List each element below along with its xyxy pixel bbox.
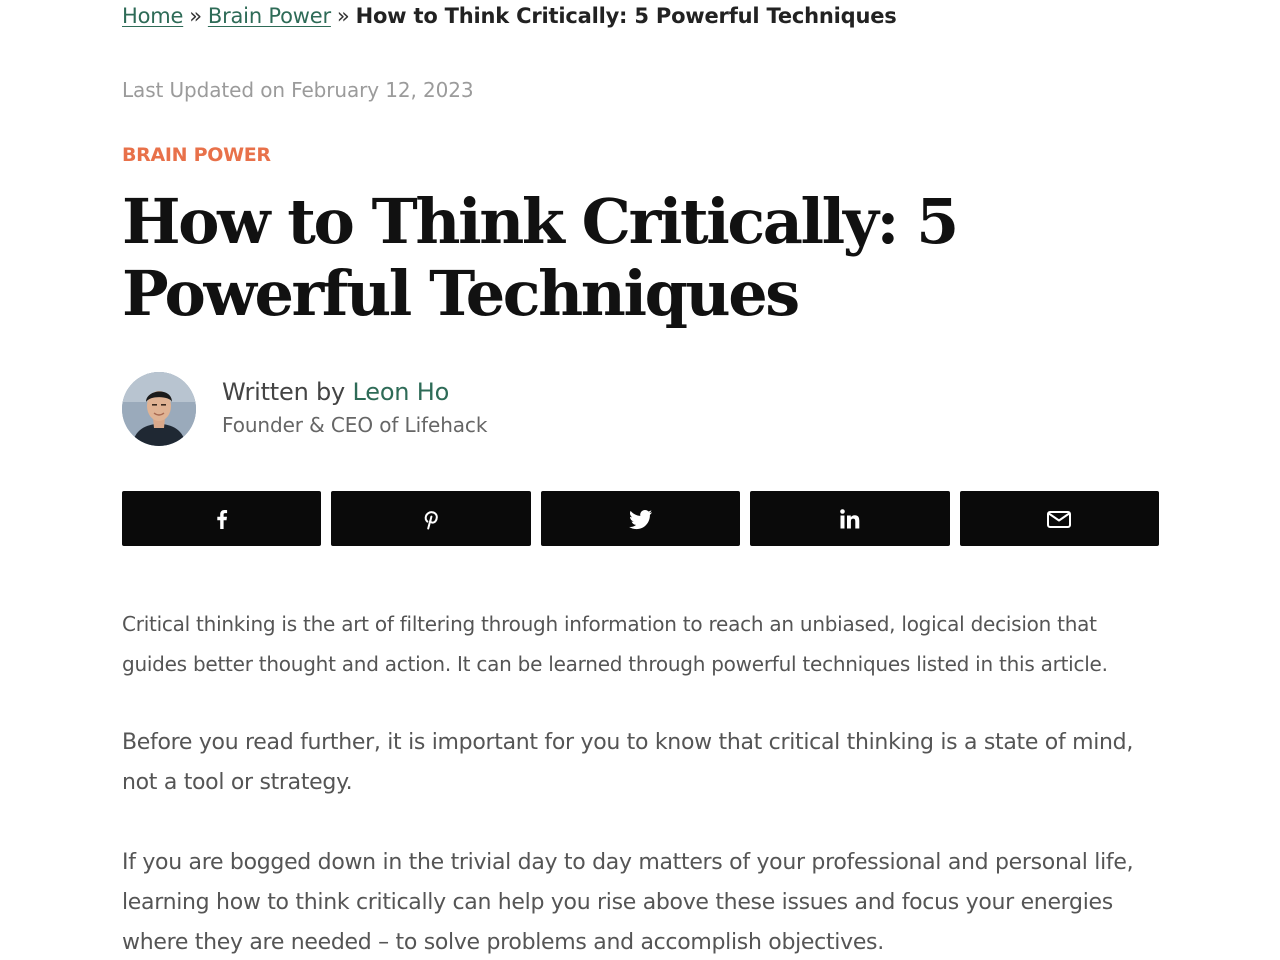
author-byline: [122, 372, 722, 446]
share-twitter-button[interactable]: [541, 491, 740, 546]
email-icon: [1046, 507, 1072, 531]
breadcrumb-separator: »: [189, 4, 202, 28]
article-paragraph: If you are bogged down in the trivial day to day matters of your professional and personal life, learning how to think critically can help you rise above these issues and focus your energies where they are needed – to solve problems and accomplish objectives.: [122, 850, 1134, 955]
author-name-link[interactable]: Leon Ho: [352, 378, 450, 406]
share-pinterest-button[interactable]: [331, 491, 530, 546]
share-bar: [122, 491, 1159, 546]
article-summary: Critical thinking is the art of filtering through information to reach an unbiased, logical decision that guides better thought and action. It can be learned through powerful techniques listed in this article.: [122, 612, 1108, 676]
article-paragraph: Before you read further, it is important for you to know that critical thinking is a state of mind, not a tool or strategy.: [122, 730, 1134, 795]
breadcrumb-current: How to Think Critically: 5 Powerful Techniques: [355, 4, 897, 28]
twitter-icon: [628, 507, 654, 531]
avatar-portrait-icon: [122, 372, 196, 446]
written-by-line: [222, 376, 487, 408]
share-linkedin-button[interactable]: [750, 491, 949, 546]
pinterest-icon: [419, 507, 443, 531]
share-email-button[interactable]: [960, 491, 1159, 546]
author-info: [222, 376, 487, 440]
article-title: How to Think Critically: 5 Powerful Techniques: [122, 185, 957, 330]
author-role: Founder & CEO of Lifehack: [222, 413, 488, 437]
breadcrumb-separator: »: [336, 4, 350, 28]
breadcrumb: [122, 2, 897, 30]
linkedin-icon: [838, 507, 862, 531]
last-updated: Last Updated on February 12, 2023: [122, 78, 474, 102]
facebook-icon: [210, 507, 234, 531]
share-facebook-button[interactable]: [122, 491, 321, 546]
written-by-label: Written by: [222, 378, 346, 406]
author-avatar[interactable]: [122, 372, 196, 446]
breadcrumb-home-link[interactable]: Home: [122, 4, 184, 28]
category-label[interactable]: BRAIN POWER: [122, 144, 271, 166]
breadcrumb-category-link[interactable]: Brain Power: [207, 4, 331, 28]
